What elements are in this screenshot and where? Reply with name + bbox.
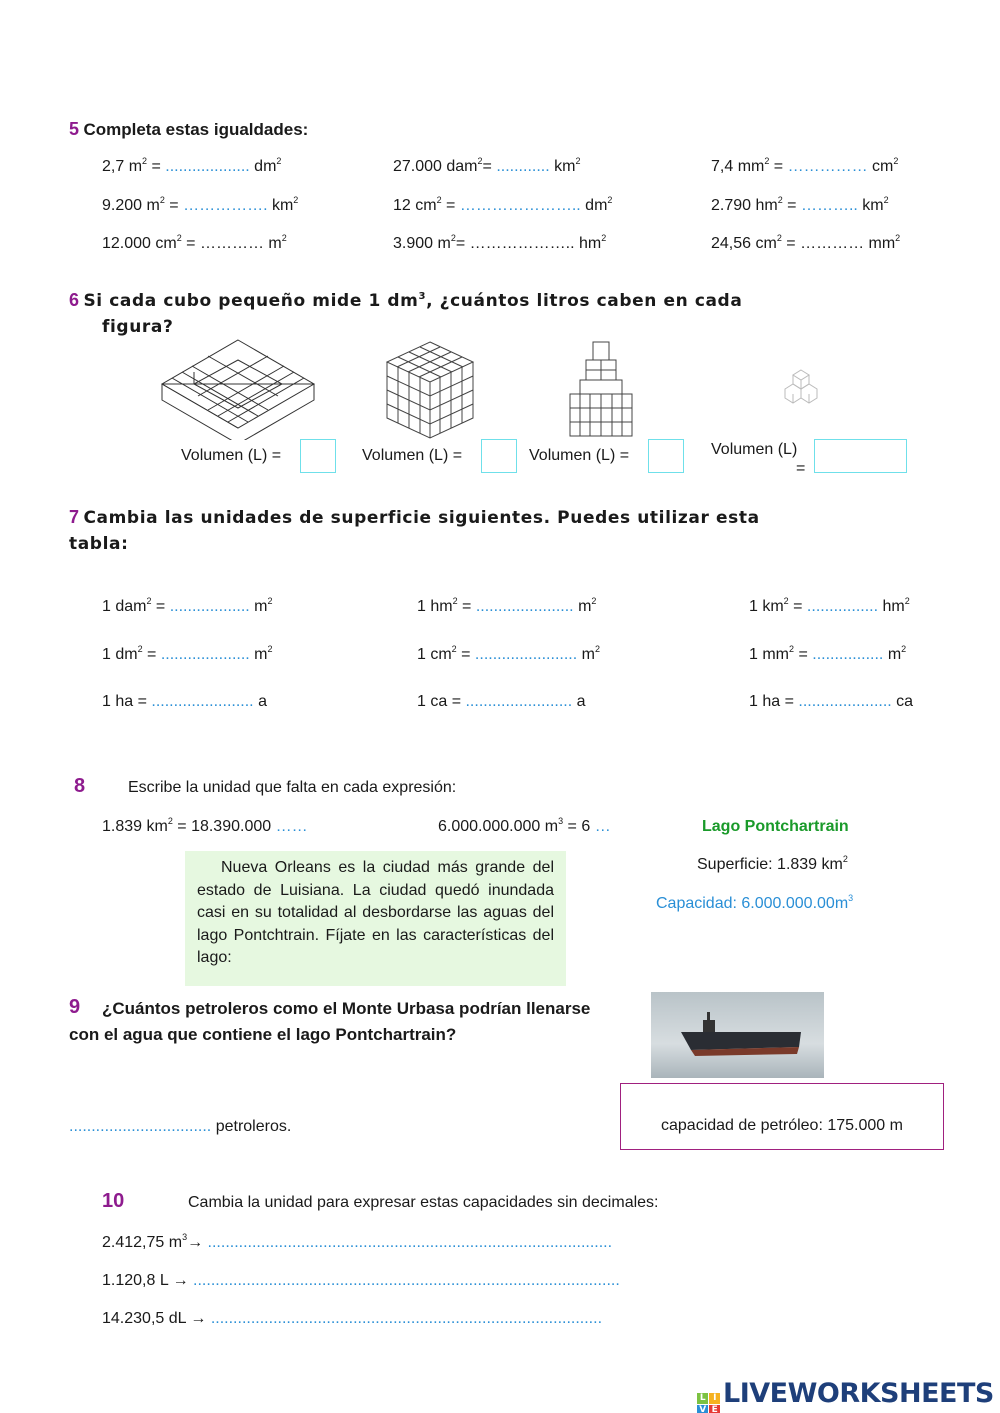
item-unit: hm bbox=[574, 235, 602, 252]
ex10-item bbox=[102, 1310, 602, 1328]
ex5-number: 5 bbox=[69, 119, 80, 139]
cube-figure-ring bbox=[158, 338, 318, 440]
item-unit: m bbox=[263, 235, 282, 252]
item-left: 7,4 mm bbox=[711, 158, 765, 175]
volume-label-4: Volumen (L) bbox=[711, 441, 798, 458]
ex5-title: Completa estas igualdades: bbox=[83, 120, 309, 139]
item-unit: m bbox=[249, 646, 268, 663]
answer-blank[interactable]: ........................ bbox=[465, 693, 573, 710]
item-left: 14.230,5 dL bbox=[102, 1310, 186, 1327]
tile-e: E bbox=[709, 1405, 720, 1413]
item-left-sup: 2 bbox=[477, 156, 483, 166]
answer-blank[interactable]: ................ bbox=[806, 598, 879, 615]
item-unit: km bbox=[267, 197, 294, 214]
item-left: 12 cm bbox=[393, 197, 437, 214]
item-unit-sup: 2 bbox=[607, 195, 613, 205]
ex5-item bbox=[711, 197, 889, 215]
expr2-right: = 6 bbox=[563, 818, 595, 835]
item-left-sup: 2 bbox=[789, 644, 795, 654]
answer-blank[interactable]: .................. bbox=[169, 598, 250, 615]
item-unit: m bbox=[577, 646, 595, 663]
expr1-left: 1.839 km bbox=[102, 818, 168, 835]
lake-surface-text: Superficie: 1.839 km bbox=[697, 856, 843, 873]
item-unit-sup: 2 bbox=[267, 596, 273, 606]
tile-i: I bbox=[709, 1393, 720, 1404]
ex5-item bbox=[102, 197, 298, 215]
item-eq: = bbox=[457, 598, 476, 615]
ship-icon bbox=[651, 992, 824, 1078]
ex7-title: Cambia las unidades de superficie siguientes. Puedes utilizar esta bbox=[83, 508, 760, 528]
item-unit-sup: 2 bbox=[904, 596, 910, 606]
expr2-left: 6.000.000.000 m bbox=[438, 818, 559, 835]
item-eq: = bbox=[181, 235, 200, 252]
ex7-item bbox=[417, 598, 596, 616]
ex7-heading bbox=[69, 507, 760, 528]
item-left: 12.000 cm bbox=[102, 235, 177, 252]
ex6-heading bbox=[69, 290, 742, 311]
item-unit: dm bbox=[249, 158, 277, 175]
ex8-expression-1 bbox=[102, 818, 308, 836]
expr1-right: = 18.390.000 bbox=[172, 818, 276, 835]
ex8-number: 8 bbox=[74, 775, 86, 797]
item-left: 1 ha bbox=[102, 693, 134, 710]
volume-input-3[interactable] bbox=[648, 439, 684, 473]
answer-blank[interactable]: ................... bbox=[165, 158, 250, 175]
item-left-sup: 2 bbox=[450, 233, 456, 243]
item-left-sup: 2 bbox=[142, 156, 148, 166]
item-eq: = bbox=[788, 598, 807, 615]
ex5-item bbox=[393, 197, 612, 215]
ex7-item bbox=[102, 646, 273, 664]
answer-blank[interactable]: ..................... bbox=[798, 693, 892, 710]
item-left-sup: 2 bbox=[137, 644, 143, 654]
answer-blank[interactable]: ........................................................................................... bbox=[207, 1234, 613, 1251]
volume-label-2: Volumen (L) = bbox=[362, 447, 463, 464]
expr2-answer-blank[interactable]: … bbox=[594, 818, 611, 835]
ex10-number: 10 bbox=[102, 1190, 125, 1212]
item-unit-sup: 2 bbox=[591, 596, 597, 606]
answer-blank[interactable]: ………… bbox=[800, 235, 865, 252]
item-unit-sup: 2 bbox=[893, 156, 899, 166]
ex6-title: Si cada cubo pequeño mide 1 dm bbox=[83, 291, 419, 311]
ex10-item bbox=[102, 1234, 612, 1252]
item-left: 24,56 cm bbox=[711, 235, 777, 252]
item-left-sup: 2 bbox=[451, 644, 457, 654]
item-left: 1 hm bbox=[417, 598, 453, 615]
item-left: 3.900 m bbox=[393, 235, 451, 252]
ex7-item bbox=[102, 693, 267, 711]
ex5-item bbox=[102, 158, 281, 176]
item-left: 1 km bbox=[749, 598, 784, 615]
item-unit-sup: 2 bbox=[267, 644, 273, 654]
item-left-sup: 2 bbox=[146, 596, 152, 606]
answer-blank[interactable]: ……………….. bbox=[469, 235, 575, 252]
item-unit: cm bbox=[867, 158, 894, 175]
item-left-sup: 2 bbox=[436, 195, 442, 205]
item-unit-sup: 2 bbox=[895, 233, 901, 243]
item-left: 1 cm bbox=[417, 646, 452, 663]
item-unit: ca bbox=[891, 693, 914, 710]
answer-blank[interactable]: ....................... bbox=[151, 693, 254, 710]
info-note-text: Nueva Orleans es la ciudad más grande del estado de Luisiana. La ciudad quedó inundada casi en su totalidad al desbordarse las aguas del lago Pontchtrain. Fíjate en las características del lago: bbox=[197, 859, 554, 966]
item-left-sup: 3 bbox=[182, 1232, 188, 1242]
ex5-item bbox=[102, 235, 287, 253]
lake-title: Lago Pontchartrain bbox=[702, 818, 849, 835]
item-left: 2.790 hm bbox=[711, 197, 778, 214]
cube-figure-block bbox=[385, 340, 475, 440]
ex8-expression-2 bbox=[438, 818, 611, 836]
item-left-sup: 2 bbox=[776, 233, 782, 243]
item-eq: = bbox=[781, 235, 801, 252]
answer-blank[interactable]: ............ bbox=[496, 158, 550, 175]
item-eq: = bbox=[780, 693, 799, 710]
ex5-heading bbox=[69, 119, 308, 140]
answer-blank[interactable]: …………… bbox=[787, 158, 868, 175]
ex7-item bbox=[417, 693, 586, 711]
item-left: 27.000 dam bbox=[393, 158, 478, 175]
item-left-sup: 2 bbox=[159, 195, 165, 205]
item-eq: = bbox=[794, 646, 813, 663]
ex6-title-rest: , ¿cuántos litros caben en cada bbox=[426, 291, 743, 311]
item-left: 2.412,75 m bbox=[102, 1234, 183, 1251]
volume-input-4[interactable] bbox=[814, 439, 907, 473]
tile-v: V bbox=[697, 1405, 708, 1413]
cube-figure-tower bbox=[566, 340, 636, 438]
item-eq: = bbox=[151, 598, 170, 615]
item-unit: mm bbox=[864, 235, 896, 252]
ex6-title-sup: 3 bbox=[418, 291, 427, 302]
answer-blank[interactable]: ........................................................................................ bbox=[210, 1310, 603, 1327]
item-left: 1 ca bbox=[417, 693, 448, 710]
item-unit: a bbox=[572, 693, 586, 710]
item-left-sup: 2 bbox=[452, 596, 458, 606]
volume-input-2[interactable] bbox=[481, 439, 517, 473]
tanker-capacity: capacidad de petróleo: 175.000 m bbox=[661, 1117, 903, 1134]
info-note bbox=[185, 851, 566, 986]
item-unit-sup: 2 bbox=[901, 644, 907, 654]
item-eq: = bbox=[456, 646, 475, 663]
ex7-item bbox=[749, 598, 910, 616]
item-left: 2,7 m bbox=[102, 158, 143, 175]
item-unit-sup: 2 bbox=[293, 195, 299, 205]
lake-surface bbox=[697, 856, 848, 874]
ex5-item bbox=[393, 158, 580, 176]
item-left-sup: 2 bbox=[176, 233, 182, 243]
item-eq: = bbox=[147, 158, 166, 175]
answer-blank[interactable]: ................ bbox=[812, 646, 884, 663]
item-eq: = bbox=[447, 693, 466, 710]
item-unit: dm bbox=[580, 197, 608, 214]
item-left: 9.200 m bbox=[102, 197, 160, 214]
ex7-item bbox=[749, 693, 913, 711]
item-unit-sup: 2 bbox=[594, 644, 600, 654]
item-left: 1 ha bbox=[749, 693, 781, 710]
ex9-answer-line bbox=[69, 1118, 291, 1136]
item-eq: = bbox=[142, 646, 161, 663]
ex7-number: 7 bbox=[69, 507, 80, 527]
item-left-sup: 2 bbox=[764, 156, 770, 166]
item-unit-sup: 2 bbox=[276, 156, 282, 166]
item-unit: a bbox=[253, 693, 267, 710]
item-unit: hm bbox=[878, 598, 905, 615]
arrow-icon: → bbox=[168, 1272, 194, 1289]
item-left: 1 mm bbox=[749, 646, 789, 663]
ex7-item bbox=[749, 646, 906, 664]
ex9-answer-suffix: petroleros. bbox=[211, 1118, 292, 1135]
tile-l: L bbox=[697, 1393, 708, 1404]
item-unit-sup: 2 bbox=[575, 156, 581, 166]
expr2-sup: 3 bbox=[558, 816, 564, 826]
item-unit-sup: 2 bbox=[883, 195, 889, 205]
item-unit-sup: 2 bbox=[281, 233, 287, 243]
item-unit: km bbox=[549, 158, 576, 175]
arrow-icon: → bbox=[185, 1310, 211, 1327]
ex7-title-line2: tabla: bbox=[69, 534, 129, 554]
item-unit: km bbox=[857, 197, 884, 214]
item-eq: = bbox=[164, 197, 184, 214]
ex6-number: 6 bbox=[69, 290, 80, 310]
volume-input-1[interactable] bbox=[300, 439, 336, 473]
item-left: 1 dm bbox=[102, 646, 138, 663]
lake-capacity bbox=[656, 895, 853, 913]
ex6-title-line2: figura? bbox=[102, 317, 174, 337]
item-unit: m bbox=[573, 598, 592, 615]
item-eq: = bbox=[441, 197, 460, 214]
ex8-title: Escribe la unidad que falta en cada expresión: bbox=[128, 779, 457, 796]
ex9-title: ¿Cuántos petroleros como el Monte Urbasa podrían llenarse bbox=[102, 999, 591, 1018]
answer-blank[interactable]: ………… bbox=[199, 235, 264, 252]
arrow-icon: → bbox=[187, 1234, 208, 1251]
item-eq: = bbox=[133, 693, 152, 710]
lake-capacity-text: Capacidad: 6.000.000.00m bbox=[656, 895, 849, 912]
ex9-number: 9 bbox=[69, 996, 81, 1018]
expr1-sup: 2 bbox=[167, 816, 173, 826]
item-unit-sup: 2 bbox=[601, 233, 607, 243]
answer-blank[interactable]: ...................... bbox=[475, 598, 574, 615]
ex5-item bbox=[393, 235, 606, 253]
cube-figure-small bbox=[780, 368, 822, 410]
item-eq: = bbox=[455, 235, 470, 252]
oil-tanker-photo bbox=[651, 992, 824, 1078]
expr1-answer-blank[interactable]: …… bbox=[275, 818, 308, 835]
item-left-sup: 2 bbox=[783, 596, 789, 606]
item-left: 1 dam bbox=[102, 598, 147, 615]
volume-label-4-eq: = bbox=[796, 460, 806, 477]
item-left: 1.120,8 L bbox=[102, 1272, 169, 1289]
volume-label-3: Volumen (L) = bbox=[529, 447, 630, 464]
ex9-answer-blank[interactable]: ................................ bbox=[69, 1118, 212, 1135]
answer-blank[interactable]: ……………. bbox=[183, 197, 268, 214]
liveworksheets-logo bbox=[697, 1378, 994, 1413]
item-left-sup: 2 bbox=[777, 195, 783, 205]
answer-blank[interactable]: ................................................................................................ bbox=[193, 1272, 620, 1289]
answer-blank[interactable]: .................... bbox=[160, 646, 250, 663]
lake-surface-sup: 2 bbox=[842, 854, 848, 864]
ex5-item bbox=[711, 235, 900, 253]
lake-capacity-sup: 3 bbox=[848, 893, 854, 903]
ex7-item bbox=[102, 598, 273, 616]
ex7-item bbox=[417, 646, 600, 664]
answer-blank[interactable]: ……….. bbox=[800, 197, 858, 214]
item-unit: m bbox=[249, 598, 268, 615]
item-eq: = bbox=[482, 158, 497, 175]
item-unit: m bbox=[883, 646, 902, 663]
live-tiles-icon bbox=[697, 1393, 720, 1413]
item-eq: = bbox=[769, 158, 788, 175]
item-eq: = bbox=[782, 197, 801, 214]
answer-blank[interactable]: ....................... bbox=[474, 646, 578, 663]
ex5-item bbox=[711, 158, 898, 176]
logo-text: LIVEWORKSHEETS bbox=[723, 1378, 994, 1409]
volume-label-1: Volumen (L) = bbox=[181, 447, 282, 464]
ex10-item bbox=[102, 1272, 620, 1290]
answer-blank[interactable]: ………………….. bbox=[459, 197, 581, 214]
ex10-title: Cambia la unidad para expresar estas capacidades sin decimales: bbox=[188, 1194, 659, 1211]
ex9-title-line2: con el agua que contiene el lago Pontchartrain? bbox=[69, 1025, 457, 1044]
